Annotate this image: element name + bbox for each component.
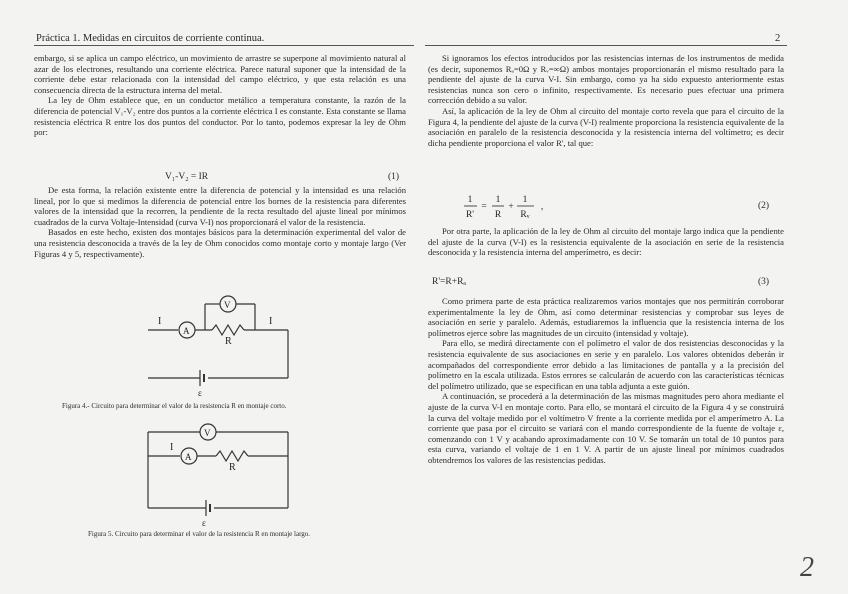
paragraph: Así, la aplicación de la ley de Ohm al circuito del montaje corto revela que para el circuito de la Figura 4, la pendiente del ajuste de la curva (V-I) realmente proporciona la resistencia equivalente de la asociación en paralelo de la resistencia desconocida y la resistencia interna del voltímetro; es decir dicha pendiente proporciona el valor R', tal que: [428, 105, 784, 148]
figure-5-circuit [140, 418, 350, 526]
running-header: Práctica 1. Medidas en circuitos de corriente continua. [36, 33, 265, 44]
voltmeter-label: V [224, 300, 231, 310]
paragraph: Como primera parte de esta práctica realizaremos varios montajes que nos permitirán corroborar experimentalmente la ley de Ohm, así como determinar resistencias y comprobar sus leyes de asociación en serie y paralelo. Además, estudiaremos la influencia que la resistencia interna de los polímetros ejerce sobre las magnitudes de un circuito (intensidad y voltaje). [428, 296, 784, 338]
right-text-bottom [428, 296, 784, 466]
eq2-t2-den: Rᵥ [520, 210, 530, 220]
source-label: ε [198, 388, 202, 398]
figure-4-circuit [140, 292, 350, 400]
svg-text:+: + [508, 202, 514, 212]
eq2-lhs-num: 1 [467, 195, 473, 205]
figure-4-caption: Figura 4.- Circuito para determinar el valor de la resistencia R en montaje corto. [62, 402, 287, 410]
paragraph: De esta forma, la relación existente entre la diferencia de potencial y la intensidad es una relación lineal, por lo que si medimos la diferencia de potencial entre los bornes de la resistencia para diferentes valores de la intensidad que la recorren, la pendiente de la recta resultado del ajuste lineal por mínimos cuadrados de la curva Voltaje-Intensidad (curva V-I) nos proporcionará el valor de la resistencia. [34, 185, 406, 227]
equation-3: R'=R+Rₐ [432, 277, 467, 287]
paragraph: Por otra parte, la aplicación de la ley de Ohm al circuito del montaje largo indica que la pendiente del ajuste de la curva (V-I) es la resistencia equivalente de la asociación en serie de la resistencia desconocida y la resistencia interna del amperímetro, es decir: [428, 226, 784, 258]
equation-1-number: (1) [388, 172, 400, 182]
page-number: 2 [775, 33, 781, 44]
paragraph: Si ignoramos los efectos introducidos por las resistencias internas de los instrumentos de medida (es decir, suponemos Rₐ=0Ω y Rᵥ=∞Ω) ambos montajes proporcionarán el mismo resultado para la pendiente del ajuste de la curva V-I. Sin embargo, como ya ha sido expuesto anteriormente estas resistencias nunca son cero o infinito, respectivamente. Es necesario pues efectuar una primera corrección debido a su valor. [428, 53, 784, 106]
paragraph: Basados en este hecho, existen dos montajes básicos para la determinación experimental del valor de una resistencia desconocida a través de la ley de Ohm conocidos como montaje corto y montaje largo (Ver Figuras 4 y 5, respectivamente). [34, 227, 406, 259]
right-text-top [428, 53, 784, 148]
eq2-t1-num: 1 [495, 195, 501, 205]
paragraph: Para ello, se medirá directamente con el polímetro el valor de dos resistencias desconocidas y la resistencia equivalente de sus asociaciones en serie y en paralelo. Los valores obtenidos deberán ir acompañados del correspondiente error debido a las limitaciones de pantalla y a la precisión del polímetro en la escala utilizada. Estos errores se calcularán de acuerdo con las características técnicas del polímetro utilizado, que se especifican en una tabla adjunta a este guión. [428, 338, 784, 391]
equation-2 [462, 192, 552, 220]
voltmeter-label: V [204, 428, 211, 438]
header-rule-left [34, 45, 414, 46]
equation-2-number: (2) [758, 201, 770, 211]
left-text-top [34, 53, 406, 138]
paragraph: embargo, si se aplica un campo eléctrico, un movimiento de arrastre se superpone al movimiento natural al azar de los electrones, resultando una corriente eléctrica. Parece natural suponer que la intensidad de la corriente debe estar relacionada con la intensidad del campo eléctrico, y que esta relación es una consecuencia directa de la estructura interna del metal. [34, 53, 406, 95]
left-text-bottom [34, 185, 406, 259]
ammeter-label: A [183, 326, 190, 336]
resistor-label: R [225, 336, 232, 347]
svg-text:,: , [540, 202, 544, 212]
paragraph: La ley de Ohm establece que, en un conductor metálico a temperatura constante, la razón de la diferencia de potencial V₁-V₂ entre dos puntos a la corriente eléctrica I es constante. Esta constante se llama resistencia eléctrica R entre los dos puntos del conductor. Por lo tanto, podemos expresar la ley de Ohm por: [34, 95, 406, 138]
handwritten-page-mark: 2 [800, 552, 814, 583]
figure-5-caption: Figura 5. Circuito para determinar el valor de la resistencia R en montaje largo. [88, 530, 311, 538]
ammeter-label: A [185, 452, 192, 462]
header-rule-right [425, 45, 787, 46]
eq2-t1-den: R [494, 210, 502, 220]
eq2-lhs-den: R' [465, 210, 475, 220]
source-label: ε [202, 518, 206, 526]
label-current-out: I [269, 316, 273, 327]
equation-1: V₁-V₂ = IR [165, 172, 209, 182]
svg-text:=: = [481, 202, 487, 212]
label-current-in: I [158, 316, 162, 327]
eq2-t2-num: 1 [522, 195, 528, 205]
right-text-mid [428, 226, 784, 258]
equation-3-number: (3) [758, 277, 770, 287]
paragraph: A continuación, se procederá a la determinación de las mismas magnitudes pero ahora mediante el ajuste de la curva V-I en montaje corto. Para ello, se montará el circuito de la Figura 4 y se construirá la curva del voltaje medido por el voltímetro V frente a la corriente medida por el amperímetro A. La corriente que pasa por el circuito se variará con el mando correspondiente de la fuente de voltaje ε, comenzando con 1 V y acabando aproximadamente con 10 V. Se tomarán un total de 10 puntos para esta curva, variando el voltaje de 1 en 1 V. A partir de un ajuste lineal por mínimos cuadrados obtendremos los valores de las resistencias pedidas. [428, 391, 784, 465]
label-current: I [170, 442, 174, 453]
resistor-label: R [229, 462, 236, 473]
